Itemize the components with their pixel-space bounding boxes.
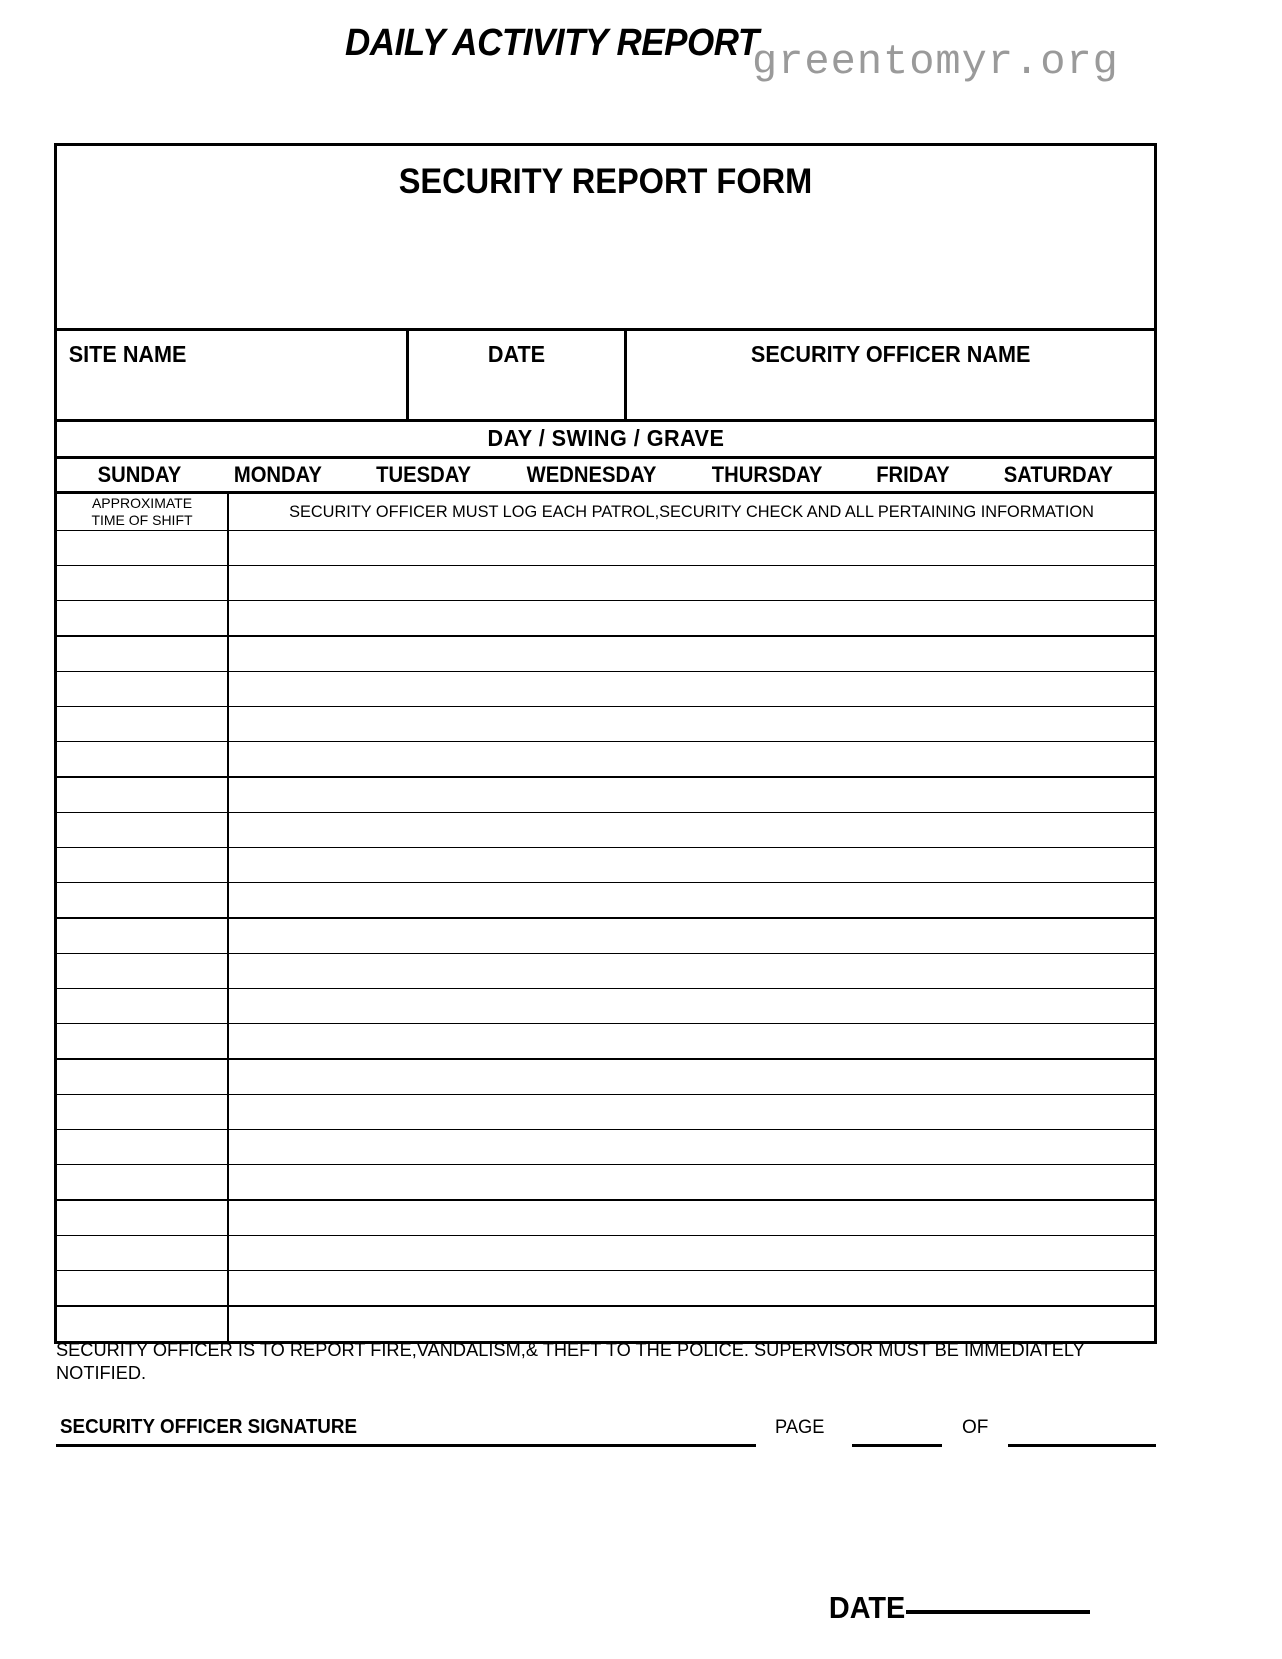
log-entry-note-cell[interactable] (229, 637, 1154, 671)
day-wednesday[interactable]: WEDNESDAY (526, 462, 656, 487)
log-entry-row[interactable] (57, 954, 1154, 989)
log-entry-time-cell[interactable] (57, 531, 229, 565)
log-entry-row[interactable] (57, 601, 1154, 637)
log-entry-note-cell[interactable] (229, 1165, 1154, 1199)
page-header (0, 0, 1282, 120)
log-entry-row[interactable] (57, 1236, 1154, 1271)
log-entry-row[interactable] (57, 778, 1154, 813)
shift-label: DAY / SWING / GRAVE (487, 425, 724, 451)
log-entry-note-cell[interactable] (229, 1095, 1154, 1129)
date-label: DATE (487, 341, 546, 367)
footer-date-line[interactable] (906, 1610, 1090, 1614)
page-total-line[interactable] (1008, 1444, 1156, 1447)
log-entry-time-cell[interactable] (57, 919, 229, 953)
log-entry-note-cell[interactable] (229, 1130, 1154, 1164)
log-entry-note-cell[interactable] (229, 672, 1154, 706)
log-entry-note-cell[interactable] (229, 1060, 1154, 1094)
day-friday[interactable]: FRIDAY (876, 462, 950, 487)
page-title: DAILY ACTIVITY REPORT (345, 22, 759, 64)
log-instruction-text: SECURITY OFFICER MUST LOG EACH PATROL,SECURITY CHECK AND ALL PERTAINING INFORMATION (289, 503, 1094, 521)
log-entry-row[interactable] (57, 742, 1154, 778)
log-entry-note-cell[interactable] (229, 601, 1154, 635)
day-saturday[interactable]: SATURDAY (1003, 462, 1113, 487)
log-entry-time-cell[interactable] (57, 566, 229, 600)
log-entry-note-cell[interactable] (229, 813, 1154, 847)
site-name-field[interactable] (57, 331, 409, 419)
log-entry-time-cell[interactable] (57, 1271, 229, 1305)
day-tuesday[interactable]: TUESDAY (375, 462, 471, 487)
log-entry-note-cell[interactable] (229, 778, 1154, 812)
signature-line[interactable] (56, 1444, 756, 1447)
log-entry-time-cell[interactable] (57, 1307, 229, 1341)
log-entry-note-cell[interactable] (229, 1271, 1154, 1305)
log-entry-row[interactable] (57, 531, 1154, 566)
log-entry-row[interactable] (57, 1060, 1154, 1095)
log-grid-header (57, 494, 1154, 531)
log-entry-time-cell[interactable] (57, 742, 229, 776)
log-entry-time-cell[interactable] (57, 1060, 229, 1094)
log-entry-row[interactable] (57, 919, 1154, 954)
log-entry-note-cell[interactable] (229, 566, 1154, 600)
log-entry-note-cell[interactable] (229, 848, 1154, 882)
footer-date-label: DATE (828, 1590, 906, 1625)
log-entry-row[interactable] (57, 989, 1154, 1024)
log-entry-row[interactable] (57, 1307, 1154, 1341)
signature-row (56, 1416, 1159, 1452)
officer-name-label: SECURITY OFFICER NAME (750, 341, 1031, 367)
log-entry-row[interactable] (57, 813, 1154, 848)
watermark: greentomyr.org (752, 38, 1119, 86)
date-field[interactable] (409, 331, 627, 419)
site-name-label: SITE NAME (68, 341, 187, 367)
identification-row (57, 331, 1154, 422)
log-entry-time-cell[interactable] (57, 1024, 229, 1058)
page-number-line[interactable] (852, 1444, 942, 1447)
police-notification-notice: SECURITY OFFICER IS TO REPORT FIRE,VANDALISM,& THEFT TO THE POLICE. SUPERVISOR MUST BE IMMEDIATELY NOTIFIED. (56, 1339, 1085, 1383)
log-entry-note-cell[interactable] (229, 1024, 1154, 1058)
time-of-shift-header-line1: APPROXIMATE (91, 495, 193, 511)
day-monday[interactable]: MONDAY (234, 462, 323, 487)
log-entry-note-cell[interactable] (229, 531, 1154, 565)
log-entry-row[interactable] (57, 1271, 1154, 1307)
log-entry-row[interactable] (57, 672, 1154, 707)
log-grid-body (57, 531, 1154, 1341)
shift-selection-row[interactable] (57, 422, 1154, 459)
officer-name-field[interactable] (627, 331, 1154, 419)
of-label: OF (962, 1417, 989, 1438)
log-entry-time-cell[interactable] (57, 883, 229, 917)
log-entry-note-cell[interactable] (229, 742, 1154, 776)
log-entry-row[interactable] (57, 1024, 1154, 1060)
log-entry-note-cell[interactable] (229, 1307, 1154, 1341)
log-entry-note-cell[interactable] (229, 954, 1154, 988)
page-label: PAGE (775, 1417, 825, 1438)
log-entry-time-cell[interactable] (57, 1165, 229, 1199)
security-report-form (54, 143, 1157, 1344)
log-entry-note-cell[interactable] (229, 1236, 1154, 1270)
log-entry-row[interactable] (57, 1095, 1154, 1130)
log-entry-time-cell[interactable] (57, 848, 229, 882)
log-entry-time-cell[interactable] (57, 813, 229, 847)
log-entry-time-cell[interactable] (57, 954, 229, 988)
log-entry-time-cell[interactable] (57, 672, 229, 706)
form-footer (56, 1338, 1159, 1452)
log-entry-time-cell[interactable] (57, 989, 229, 1023)
log-entry-note-cell[interactable] (229, 883, 1154, 917)
log-entry-row[interactable] (57, 637, 1154, 672)
log-entry-row[interactable] (57, 1201, 1154, 1236)
log-entry-note-cell[interactable] (229, 1201, 1154, 1235)
log-entry-time-cell[interactable] (57, 1095, 229, 1129)
log-entry-time-cell[interactable] (57, 1236, 229, 1270)
log-entry-time-cell[interactable] (57, 1130, 229, 1164)
log-entry-row[interactable] (57, 566, 1154, 601)
log-entry-time-cell[interactable] (57, 637, 229, 671)
log-entry-note-cell[interactable] (229, 707, 1154, 741)
signature-label: SECURITY OFFICER SIGNATURE (60, 1416, 357, 1438)
log-entry-note-cell[interactable] (229, 989, 1154, 1023)
log-entry-row[interactable] (57, 1165, 1154, 1201)
log-entry-row[interactable] (57, 883, 1154, 919)
form-title: SECURITY REPORT FORM (398, 162, 813, 201)
log-entry-time-cell[interactable] (57, 601, 229, 635)
day-sunday[interactable]: SUNDAY (97, 462, 182, 487)
log-entry-time-cell[interactable] (57, 1201, 229, 1235)
log-entry-time-cell[interactable] (57, 707, 229, 741)
log-entry-row[interactable] (57, 707, 1154, 742)
log-entry-row[interactable] (57, 1130, 1154, 1165)
time-of-shift-column-header (57, 494, 229, 530)
log-entry-row[interactable] (57, 848, 1154, 883)
day-thursday[interactable]: THURSDAY (711, 462, 823, 487)
footer-date-block (826, 1590, 1090, 1626)
days-of-week-row[interactable] (57, 459, 1154, 494)
log-entry-note-cell[interactable] (229, 919, 1154, 953)
log-entry-time-cell[interactable] (57, 778, 229, 812)
form-title-band (57, 146, 1154, 331)
time-of-shift-header-line2: TIME OF SHIFT (91, 512, 193, 528)
